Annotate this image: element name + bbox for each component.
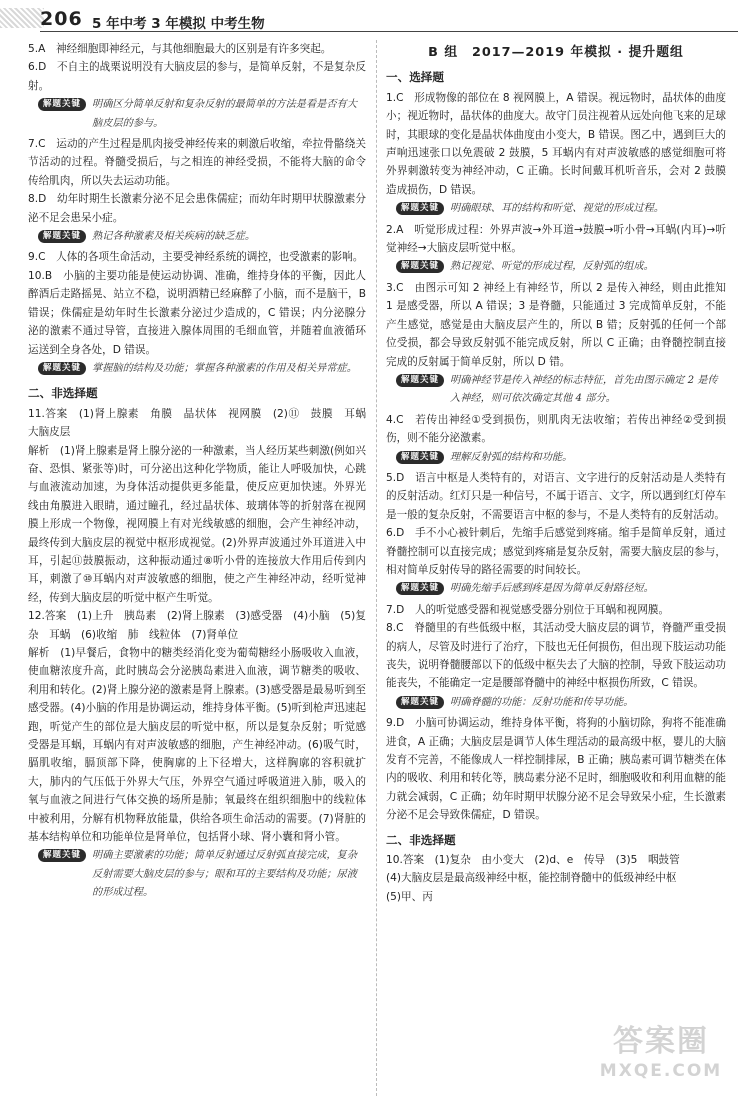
- answer-paragraph: 5.A 神经细胞即神经元，与其他细胞最大的区别是有许多突起。: [28, 43, 332, 55]
- note-text: 明确主要激素的功能；简单反射通过反射弧直接完成，复杂反射需要大脑皮层的参与；眼和耳的主要结构及功能；尿液的形成过程。: [92, 850, 357, 899]
- note-text: 明确脊髓的功能：反射功能和传导功能。: [450, 696, 634, 708]
- answer-paragraph: 3.C 由图示可知 2 神经上有神经节，所以 2 是传入神经，则由此推知 1 是感受器，所以 A 错误；3 是脊髓，只能通过 3 完成简单反射，不能产生感觉，感觉是由大脑皮层产生的，所以 B 错；反射弧的任何一个部位受损，都会导致反射弧不能完成反射，所以 C 正确；由脊髓控制直接完成的反射属于简单反射，所以 D 错。: [386, 281, 726, 368]
- answer-paragraph: 解析 (1)早餐后，食物中的糖类经消化变为葡萄糖经小肠吸收入血液，使血糖浓度升高，此时胰岛会分泌胰岛素进入血液，调节糖类的吸收、利用和转化。(2)肾上腺分泌的激素是肾上腺素。(3)感受器是最易听到至感受器。(4)小脑的作用是协调运动，维持身体平衡。(5)听到枪声迅速起跑，听觉产生的部位是大脑皮层的听觉中枢，所以是复杂反射；听觉感受器是耳蜗，耳蜗内有对声波敏感的细胞，产生神经冲动。(6)吸气时，膈肌收缩，膈顶部下降，使胸廓的上下径增大，这样胸廓的容积就扩大，肺内的气压低于外界大气压，外界空气通过呼吸道进入肺，吸入的氧与血液之间进行气体交换的场所是肺；氧最终在组织细胞中的线粒体中被利用，分解有机物释放能量，供给各项生命活动的需要。(7)肾脏的基本结构单位和功能单位是肾单位，包括肾小球、肾小囊和肾小管。: [28, 647, 366, 844]
- note-badge-icon: 解题关键: [38, 230, 86, 243]
- section-heading: 一、选择题: [386, 70, 444, 85]
- answer-paragraph: 8.D 幼年时期生长激素分泌不足会患侏儒症；而幼年时期甲状腺激素分泌不足会患呆小症。: [28, 193, 366, 224]
- solution-note: [386, 258, 726, 276]
- answer-paragraph: 2.A 听觉形成过程：外界声波→外耳道→鼓膜→听小骨→耳蜗(内耳)→听觉神经→大脑皮层听觉中枢。: [386, 223, 726, 255]
- solution-note: [28, 360, 366, 378]
- solution-note: [28, 96, 366, 133]
- watermark-logo: [586, 1024, 736, 1094]
- header-pattern: [0, 8, 44, 28]
- answer-paragraph: 6.D 手不小心被针刺后，先缩手后感觉到疼痛。缩手是简单反射，通过脊髓控制可以直接完成；感觉到疼痛是复杂反射，需要大脑皮层的参与，相对简单反射传导的路径需要的时间较长。: [386, 527, 726, 576]
- book-title: 5 年中考 3 年模拟 中考生物: [92, 16, 265, 32]
- answer-paragraph: (4)大脑皮层是最高级神经中枢，能控制脊髓中的低级神经中枢: [386, 872, 677, 885]
- note-text: 掌握脑的结构及功能；掌握各种激素的作用及相关异常症。: [92, 362, 357, 374]
- answer-paragraph: 8.C 脊髓里的有些低级中枢，其活动受大脑皮层的调节，脊髓严重受损的病人，尽管及时进行了治疗，下肢也无任何损伤，但出现下肢运动功能丧失，说明脊髓腰部以下的低级中枢失去了大脑的控制，导致下肢运动功能丧失，不能确定一定是腰部脊髓中的神经中枢损伤所致，C 错误。: [386, 622, 726, 690]
- note-text: 理解反射弧的结构和功能。: [450, 451, 573, 463]
- note-text: 熟记各种激素及相关疾病的缺乏症。: [92, 231, 256, 243]
- answer-paragraph: 9.C 人体的各项生命活动，主要受神经系统的调控，也受激素的影响。: [28, 251, 364, 264]
- note-text: 明确眼球、耳的结构和听觉、视觉的形成过程。: [450, 203, 664, 215]
- answer-paragraph: 1.C 形成物像的部位在 8 视网膜上，A 错误。视远物时，晶状体的曲度小；视近物时，晶状体的曲度大。故守门员注视着从远处向他飞来的足球时，其眼球的变化是晶状体曲度由小变大，B 错误。图乙中，遇到巨大的声响迅速张口以免震破 2 鼓膜，5 耳蜗内有对声波敏感的感觉细胞可将外界刺激转变为神经冲动，C 正确。长时间戴耳机听音乐，会对 2 鼓膜造成损伤，D 错误。: [386, 91, 726, 196]
- answer-paragraph: 11.答案 (1)肾上腺素 角膜 晶状体 视网膜 (2)⑪ 鼓膜 耳蜗 大脑皮层: [28, 407, 377, 439]
- note-badge-icon: 解题关键: [396, 374, 444, 387]
- answer-paragraph: 12.答案 (1)上升 胰岛素 (2)肾上腺素 (3)感受器 (4)小脑 (5)复杂 耳蜗 (6)收缩 肺 线粒体 (7)肾单位: [28, 610, 366, 641]
- page-number: 206: [40, 8, 83, 30]
- column-divider: [376, 40, 377, 1096]
- note-badge-icon: 解题关键: [38, 98, 86, 111]
- note-badge-icon: 解题关键: [38, 849, 86, 862]
- note-badge-icon: 解题关键: [396, 451, 444, 464]
- answer-paragraph: 5.D 语言中枢是人类特有的，对语言、文字进行的反射活动是人类特有的反射活动。红灯只是一种信号，不属于语言、文字，所以遇到红灯停车是一般的复杂反射，不需要语言中枢的参与，不是人类特有的反射活动。: [386, 471, 726, 521]
- left-column: [28, 40, 377, 1096]
- answer-paragraph: 4.C 若传出神经①受到损伤，则肌肉无法收缩；若传出神经②受到损伤，则不能分泌激素。: [386, 413, 726, 445]
- solution-note: [386, 580, 726, 598]
- solution-note: [386, 372, 726, 409]
- note-badge-icon: 解题关键: [396, 202, 444, 215]
- answer-paragraph: 7.D 人的听觉感受器和视觉感受器分别位于耳蜗和视网膜。: [386, 603, 670, 616]
- note-badge-icon: 解题关键: [396, 582, 444, 595]
- answer-paragraph: 6.D 不自主的战栗说明没有大脑皮层的参与，是简单反射，不是复杂反射。: [28, 61, 366, 92]
- solution-note: [28, 228, 366, 246]
- solution-note: [386, 200, 726, 218]
- note-badge-icon: 解题关键: [38, 362, 86, 375]
- note-text: 明确区分简单反射和复杂反射的最简单的方法是看是否有大脑皮层的参与。: [92, 99, 357, 129]
- right-column: [386, 40, 726, 1096]
- answer-paragraph: 10.B 小脑的主要功能是使运动协调、准确，维持身体的平衡，因此人醉酒后走路摇晃、站立不稳，说明酒精已经麻醉了小脑，而不是脑干，B 错误；侏儒症是幼年时生长激素分泌过少造成的，C 错误；内分泌腺分泌的激素不通过导管，直接进入腺体周围的毛细血管，并随着血液循环运送到全身各处，D 错误。: [28, 269, 366, 356]
- section-heading: 二、非选择题: [386, 832, 456, 847]
- note-text: 熟记视觉、听觉的形成过程，反射弧的组成。: [450, 261, 654, 273]
- answer-paragraph: 9.D 小脑可协调运动，维持身体平衡，将狗的小脑切除，狗将不能准确进食，A 正确；大脑皮层是调节人体生理活动的最高级中枢，婴儿的大脑发育不完善，不能像成人一样控制排尿，B 正确；胰岛素可调节糖类在体内的吸收、利用和转化等，胰岛素分泌不足时，细胞吸收和利用血糖的能力就会减弱，C 正确；幼年时期甲状腺分泌不足会导致呆小症，生长激素分泌不足会导致侏儒症，D 错误。: [386, 717, 726, 822]
- header-rule: [40, 31, 738, 32]
- section-heading: 二、非选择题: [28, 386, 98, 401]
- answer-paragraph: 解析 (1)肾上腺素是肾上腺分泌的一种激素，当人经历某些刺激(例如兴奋、恐惧、紧张等)时，可分泌出这种化学物质，能让人呼吸加快，心跳与血液流动加速，为身体活动提供更多能量，使反应更加快速。外界光线由角膜进入眼睛，通过瞳孔，经过晶状体、玻璃体等的折射落在视网膜上形成一个物像，视网膜上有对光线敏感的细胞，会产生神经冲动，最终传到大脑皮层的视觉中枢形成视觉。(2)外界声波通过外耳道进入中耳，引起⑪鼓膜振动，这种振动通过⑧听小骨的连接放大作用后传到内耳，刺激了⑩耳蜗内对声波敏感的细胞，使之产生神经冲动，经听觉神经，传到大脑皮层的听觉中枢产生听觉。: [28, 444, 366, 604]
- note-text: 明确神经节是传入神经的标志特征，首先由图示确定 2 是传入神经，则可依次确定其他 4 部分。: [450, 374, 718, 405]
- watermark-line1: 答案圈: [613, 1024, 709, 1059]
- note-text: 明确先缩手后感到疼是因为简单反射路径短。: [450, 583, 654, 595]
- solution-note: [28, 847, 366, 902]
- page-header: [0, 0, 750, 34]
- answer-paragraph: 7.C 运动的产生过程是肌肉接受神经传来的刺激后收缩，牵拉骨骼绕关节活动的过程。脊髓受损后，与之相连的神经受损，不能将大脑的命令传给肌肉，所以失去运动功能。: [28, 138, 366, 187]
- group-heading: B 组 2017—2019 年模拟 · 提升题组: [428, 45, 684, 60]
- note-badge-icon: 解题关键: [396, 696, 444, 709]
- answer-paragraph: 10.答案 (1)复杂 由小变大 (2)d、e 传导 (3)5 咽鼓管: [386, 854, 680, 867]
- note-badge-icon: 解题关键: [396, 260, 444, 273]
- watermark-line2: MXQE.COM: [599, 1061, 723, 1081]
- answer-paragraph: (5)甲、丙: [386, 890, 433, 903]
- solution-note: [386, 449, 726, 467]
- solution-note: [386, 694, 726, 712]
